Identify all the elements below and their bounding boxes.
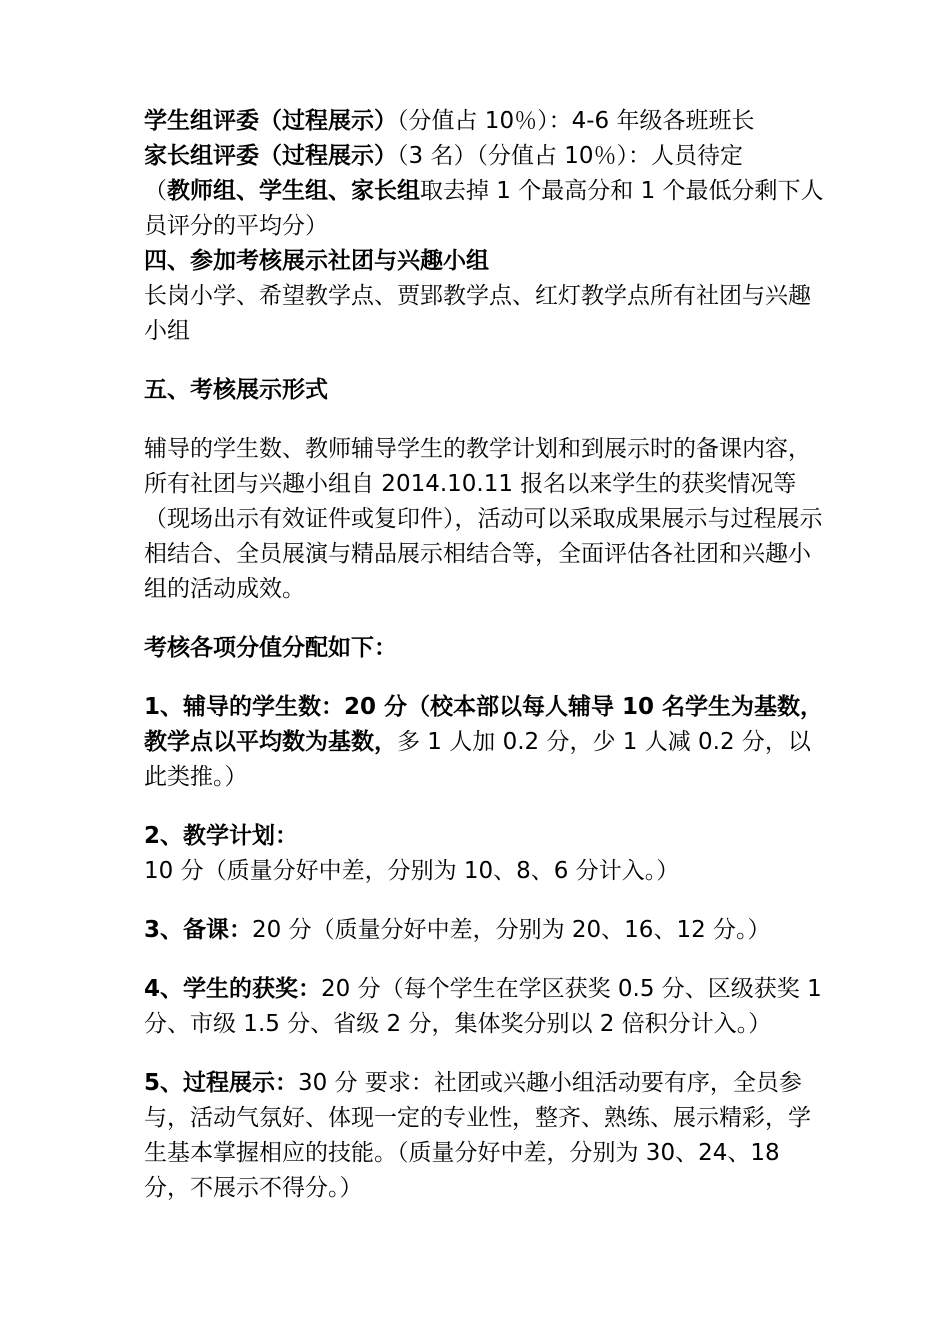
score-item-3-label: 3、备课： bbox=[144, 917, 253, 943]
score-item-5 bbox=[144, 1066, 824, 1206]
section-5-body: 辅导的学生数、教师辅导学生的教学计划和到展示时的备课内容，所有社团与兴趣小组自 2014.10.11 报名以来学生的获奖情况等（现场出示有效证件或复印件），活动可以采取成果展示与过程展示相结合、全员展演与精品展示相结合等，全面评估各社团和兴趣小组的活动成效。 bbox=[144, 436, 823, 602]
score-item-1-detail: 多 1 人加 0.2 分，少 1 人减 0.2 分，以此类推。） bbox=[144, 729, 811, 790]
section-4-heading: 四、参加考核展示社团与兴趣小组 bbox=[144, 248, 489, 274]
section-5-heading: 五、考核展示形式 bbox=[144, 377, 328, 403]
score-item-5-detail: 30 分 要求：社团或兴趣小组活动要有序，全员参与，活动气氛好、体现一定的专业性，整齐、熟练、展示精彩，学生基本掌握相应的技能。（质量分好中差，分别为 30、24、18 分，不展示不得分。） bbox=[144, 1070, 811, 1201]
student-judges-label: 学生组评委（过程展示） bbox=[144, 108, 397, 134]
parent-judges-label: 家长组评委（过程展示） bbox=[144, 143, 397, 169]
score-item-4-detail: 20 分（每个学生在学区获奖 0.5 分、区级获奖 1 分、市级 1.5 分、省级 2 分，集体奖分别以 2 倍积分计入。） bbox=[144, 976, 822, 1037]
score-item-2 bbox=[144, 819, 824, 889]
score-item-3 bbox=[144, 913, 824, 948]
parent-judges-detail: （3 名）（分值占 10％）：人员待定 bbox=[397, 143, 744, 169]
student-judges-line bbox=[144, 104, 824, 139]
scoring-note-groups: 教师组、学生组、家长组 bbox=[167, 178, 420, 204]
score-item-2-label: 2、教学计划： bbox=[144, 823, 299, 849]
score-item-3-detail: 20 分（质量分好中差，分别为 20、16、12 分。） bbox=[252, 917, 771, 943]
score-item-4 bbox=[144, 972, 824, 1042]
score-item-1-label: 1、辅导的学生数：20 分（校本部以每人辅导 10 名学生为基数，教学点以平均数为基数， bbox=[144, 694, 824, 755]
score-allocation-heading: 考核各项分值分配如下： bbox=[144, 635, 397, 661]
score-item-2-detail: 10 分（质量分好中差，分别为 10、8、6 分计入。） bbox=[144, 858, 680, 884]
score-item-5-label: 5、过程展示： bbox=[144, 1070, 299, 1096]
section-4-body: 长岗小学、希望教学点、贾郢教学点、红灯教学点所有社团与兴趣小组 bbox=[144, 283, 811, 344]
scoring-note bbox=[144, 174, 824, 244]
score-item-1 bbox=[144, 690, 824, 795]
scoring-note-open: （ bbox=[144, 178, 167, 204]
score-item-4-label: 4、学生的获奖： bbox=[144, 976, 322, 1002]
scoring-note-detail: 取去掉 1 个最高分和 1 个最低分剩下人员评分的平均分） bbox=[144, 178, 824, 239]
student-judges-detail: （分值占 10％）：4-6 年级各班班长 bbox=[397, 108, 755, 134]
parent-judges-line bbox=[144, 139, 824, 174]
document-page bbox=[144, 104, 824, 1206]
